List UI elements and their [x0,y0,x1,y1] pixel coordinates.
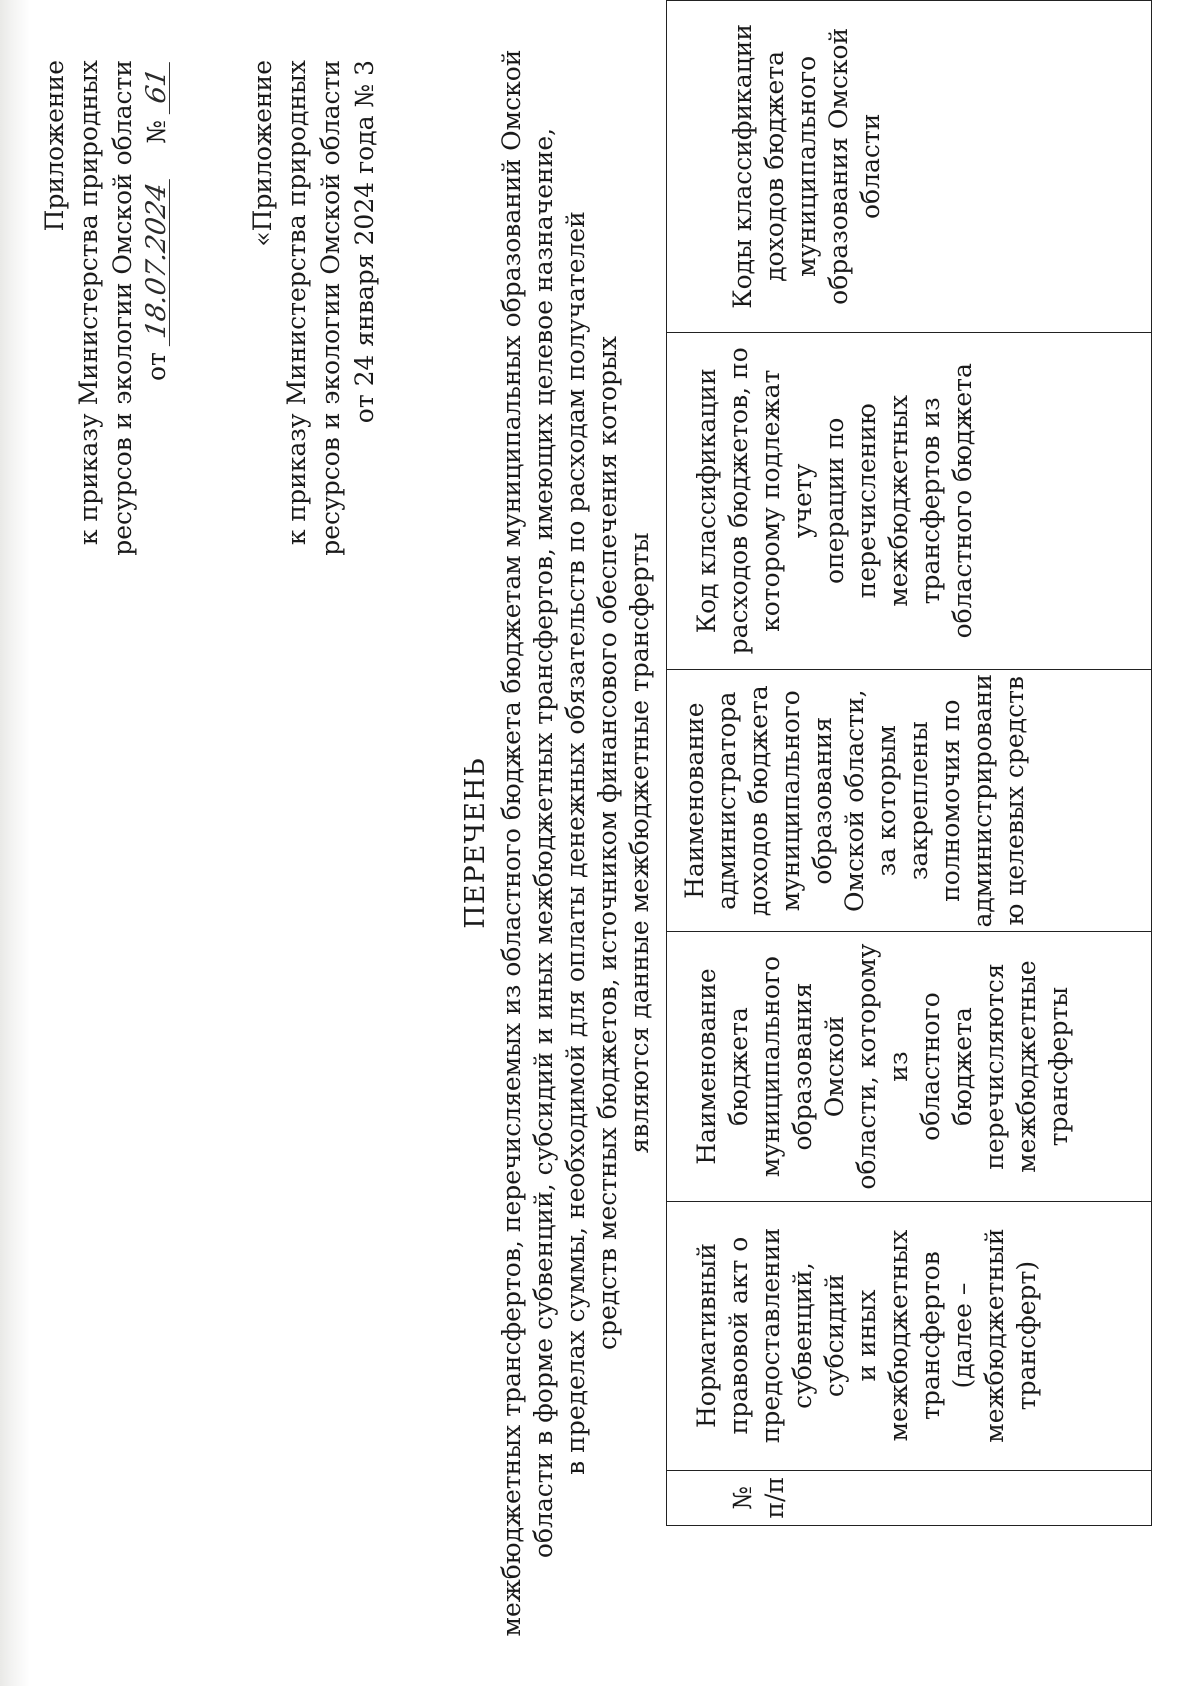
appendix-line: ресурсов и экологии Омской области [316,60,345,556]
document-heading [460,0,656,1686]
column-header-legal-act: Нормативный правовой акт о предоставлении субвенций, субсидий и иных межбюджетных трансфертов (далее – межбюджетный трансферт) [667,1201,1152,1470]
subtitle-line: в пределах суммы, необходимой для оплаты денежных обязательств по расходам получателей [561,211,590,1475]
appendix-date-line [140,60,174,556]
transfers-table [666,0,1152,1526]
appendix-line: ресурсов и экологии Омской области [108,60,137,556]
table-header-row [667,1,1152,1526]
appendix-header-previous [246,60,382,556]
appendix-line: к приказу Министерства природных [74,60,103,546]
appendix-title: «Приложение [248,60,277,247]
column-header-revenue-codes: Коды классификации доходов бюджета муниципального образования Омской области [667,1,1152,333]
subtitle-line: области в форме субвенций, субсидий и иных межбюджетных трансфертов, имеющих целевое назначение, [529,127,558,1559]
subtitle-line: являются данные межбюджетные трансферты [625,532,654,1154]
subtitle-line: средств местных бюджетов, источником финансового обеспечения которых [593,335,622,1351]
column-header-municipal-budget: Наименование бюджета муниципального образования Омской области, которому из областного бюджета перечисляются межбюджетные трансферты [667,932,1152,1201]
number-label: № [142,119,171,144]
appendix-line: к приказу Министерства природных [282,60,311,546]
column-header-expense-code: Код классификации расходов бюджетов, по которому подлежат учету операции по перечислению межбюджетных трансфертов из областного бюджета [667,332,1152,669]
handwritten-number: 61 [140,57,174,115]
appendix-header-current [38,60,174,556]
appendix-title: Приложение [40,60,69,232]
handwritten-date: 18.07.2024 [140,175,174,348]
appendix-line: от 24 января 2024 года № 3 [350,60,379,424]
column-header-number: № п/п [667,1470,1152,1525]
document-title: ПЕРЕЧЕНЬ [460,757,491,929]
date-prefix: от [142,352,171,382]
subtitle-line: межбюджетных трансфертов, перечисляемых из областного бюджета бюджетам муниципальных образований Омской [497,49,526,1637]
column-header-revenue-administrator: Наименование администратора доходов бюджета муниципального образования Омской области, за которым закреплены полномочия по администрировани ю целевых средств [667,669,1152,932]
